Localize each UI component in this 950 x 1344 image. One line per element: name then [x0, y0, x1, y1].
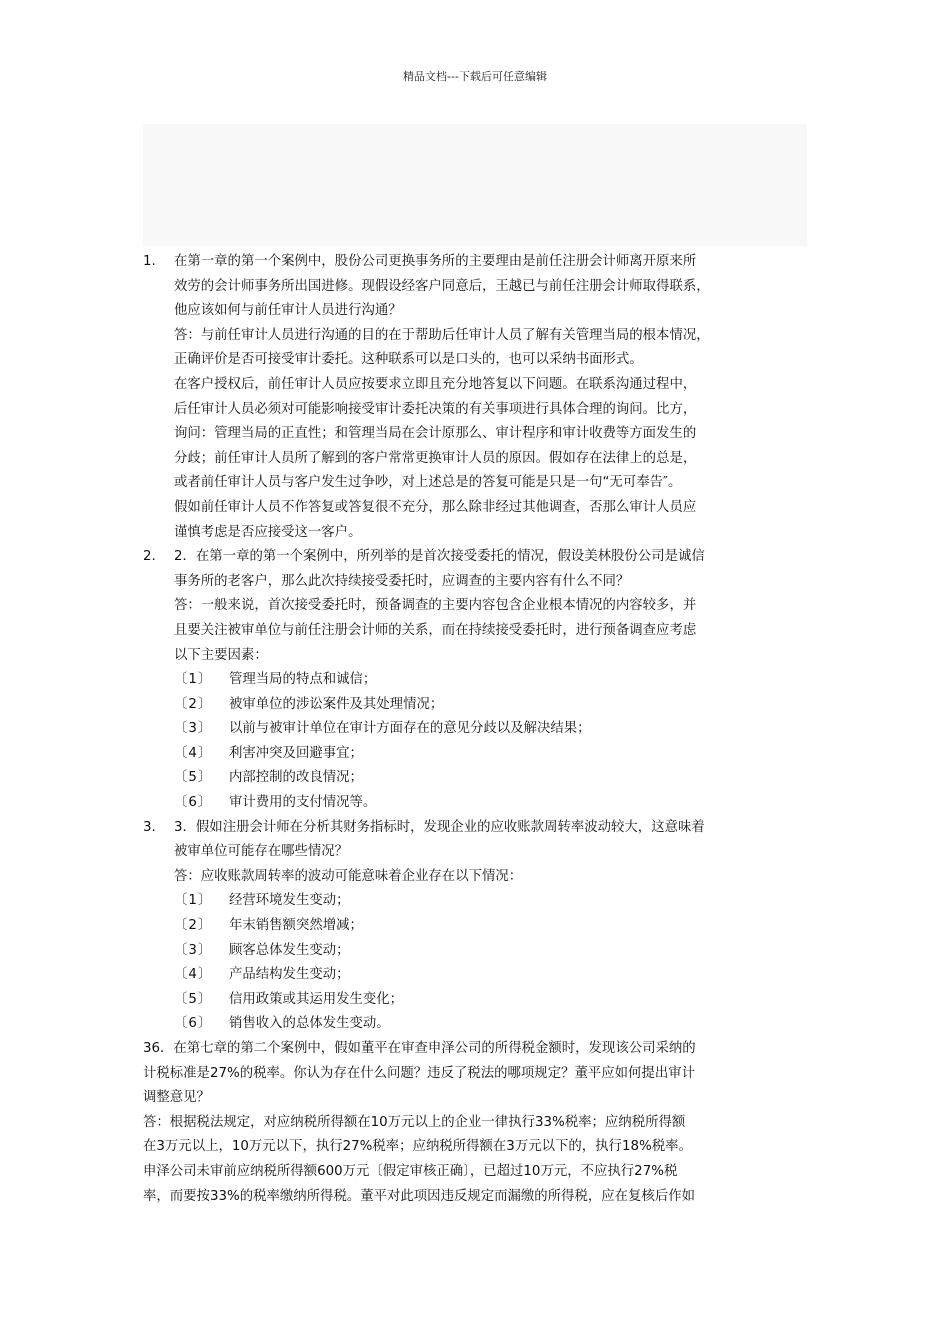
item-mark: 〔2〕 — [174, 918, 213, 934]
text-line: 后任审计人员必须对可能影响接受审计委托决策的有关事项进行具体合理的询问。比方， — [174, 401, 697, 417]
text-line: 调整意见？ — [143, 1090, 210, 1106]
question-body — [174, 250, 815, 545]
question-body — [174, 816, 815, 1037]
text-line: 效劳的会计师事务所出国进修。现假设经客户同意后，王越已与前任注册会计师取得联系， — [174, 278, 710, 294]
item-mark: 〔1〕 — [174, 893, 213, 909]
item-text: 利害冲突及回避事宜； — [229, 745, 363, 761]
item-mark: 〔3〕 — [174, 721, 213, 737]
item-mark: 〔4〕 — [174, 745, 213, 761]
item-text: 被审单位的涉讼案件及其处理情况； — [229, 696, 444, 712]
text-line: 答：应收账款周转率的波动可能意味着企业存在以下情况： — [174, 868, 523, 884]
question-number: 2. — [143, 549, 156, 565]
text-line: 在客户授权后，前任审计人员应按要求立即且充分地答复以下问题。在联系沟通过程中， — [174, 376, 697, 392]
question-number: 3. — [143, 819, 156, 835]
item-mark: 〔6〕 — [174, 795, 213, 811]
text-line: 在3万元以上，10万元以下，执行27%税率；应纳税所得额在3万元以下的，执行18%税率。 — [143, 1139, 692, 1155]
list-item — [174, 939, 815, 964]
list-item — [174, 988, 815, 1013]
list-item — [174, 717, 815, 742]
page-header: 精品文档---下载后可任意编辑 — [403, 70, 547, 83]
text-line: 36．在第七章的第二个案例中，假如董平在审查申泽公司的所得税金额时，发现该公司采纳的 — [143, 1041, 696, 1056]
list-item — [174, 914, 815, 939]
list-item — [174, 1012, 815, 1037]
text-line: 询问：管理当局的正直性；和管理当局在会计原那么、审计程序和审计收费等方面发生的 — [174, 426, 697, 442]
text-line: 且要关注被审单位与前任注册会计师的关系，而在持续接受委托时，进行预备调查应考虑 — [174, 622, 697, 638]
blank-banner — [143, 124, 807, 246]
item-mark: 〔5〕 — [174, 991, 213, 1007]
question-1 — [143, 250, 815, 545]
item-text: 信用政策或其运用发生变化； — [229, 991, 404, 1007]
text-line: 3．假如注册会计师在分析其财务指标时，发现企业的应收账款周转率波动较大，这意味着 — [174, 819, 705, 835]
item-mark: 〔2〕 — [174, 696, 213, 712]
list-item — [174, 889, 815, 914]
question-number: 1. — [143, 254, 156, 269]
item-text: 以前与被审计单位在审计方面存在的意见分歧以及解决结果； — [229, 721, 591, 737]
list-item — [174, 963, 815, 988]
question-36 — [143, 1037, 815, 1209]
item-mark: 〔5〕 — [174, 770, 213, 786]
text-line: 事务所的老客户，那么此次持续接受委托时，应调查的主要内容有什么不同？ — [174, 573, 630, 589]
list-item — [174, 668, 815, 693]
text-line: 假如前任审计人员不作答复或答复很不充分，那么除非经过其他调查，否那么审计人员应 — [174, 499, 697, 515]
item-text: 审计费用的支付情况等。 — [229, 795, 377, 811]
list-item — [174, 742, 815, 767]
item-mark: 〔1〕 — [174, 672, 213, 688]
text-line: 谨慎考虑是否应接受这一客户。 — [174, 524, 362, 540]
item-mark: 〔3〕 — [174, 942, 213, 958]
document-body — [143, 250, 815, 1209]
text-line: 率，而要按33%的税率缴纳所得税。董平对此项因违反规定而漏缴的所得税，应在复核后作如 — [143, 1188, 695, 1204]
item-mark: 〔6〕 — [174, 1016, 213, 1032]
list-item — [174, 693, 815, 718]
text-line: 在第一章的第一个案例中，股份公司更换事务所的主要理由是前任注册会计师离开原来所 — [174, 254, 697, 269]
text-line: 分歧；前任审计人员所了解到的客户常常更换审计人员的原因。假如存在法律上的总是， — [174, 450, 697, 466]
text-line: 答：根据税法规定，对应纳税所得额在10万元以上的企业一律执行33%税率；应纳税所得额 — [143, 1114, 686, 1130]
text-line: 以下主要因素： — [174, 647, 268, 663]
question-3 — [143, 816, 815, 1037]
text-line: 他应该如何与前任审计人员进行沟通？ — [174, 303, 402, 319]
text-line: 答：一般来说，首次接受委托时，预备调查的主要内容包含企业根本情况的内容较多，并 — [174, 598, 697, 614]
text-line: 被审单位可能存在哪些情况？ — [174, 844, 349, 860]
list-item — [174, 766, 815, 791]
item-text: 产品结构发生变动； — [229, 967, 350, 983]
text-line: 答：与前任审计人员进行沟通的目的在于帮助后任审计人员了解有关管理当局的根本情况， — [174, 327, 710, 343]
item-text: 销售收入的总体发生变动。 — [229, 1016, 390, 1032]
text-line: 2．在第一章的第一个案例中，所列举的是首次接受委托的情况，假设美林股份公司是诚信 — [174, 549, 705, 565]
item-text: 经营环境发生变动； — [229, 893, 350, 909]
question-2 — [143, 545, 815, 816]
text-line: 申泽公司未审前应纳税所得额600万元〔假定审核正确〕，已超过10万元，不应执行27%税 — [143, 1163, 678, 1179]
item-text: 内部控制的改良情况； — [229, 770, 363, 786]
question-body — [174, 545, 815, 816]
text-line: 或者前任审计人员与客户发生过争吵，对上述总是的答复可能是只是一句“无可奉告″。 — [174, 475, 682, 491]
item-text: 顾客总体发生变动； — [229, 942, 350, 958]
item-text: 管理当局的特点和诚信； — [229, 672, 377, 688]
text-line: 计税标准是27%的税率。你认为存在什么问题？违反了税法的哪项规定？董平应如何提出审计 — [143, 1065, 695, 1081]
item-text: 年末销售额突然增减； — [229, 918, 363, 934]
item-mark: 〔4〕 — [174, 967, 213, 983]
text-line: 正确评价是否可接受审计委托。这种联系可以是口头的，也可以采纳书面形式。 — [174, 352, 643, 368]
list-item — [174, 791, 815, 816]
